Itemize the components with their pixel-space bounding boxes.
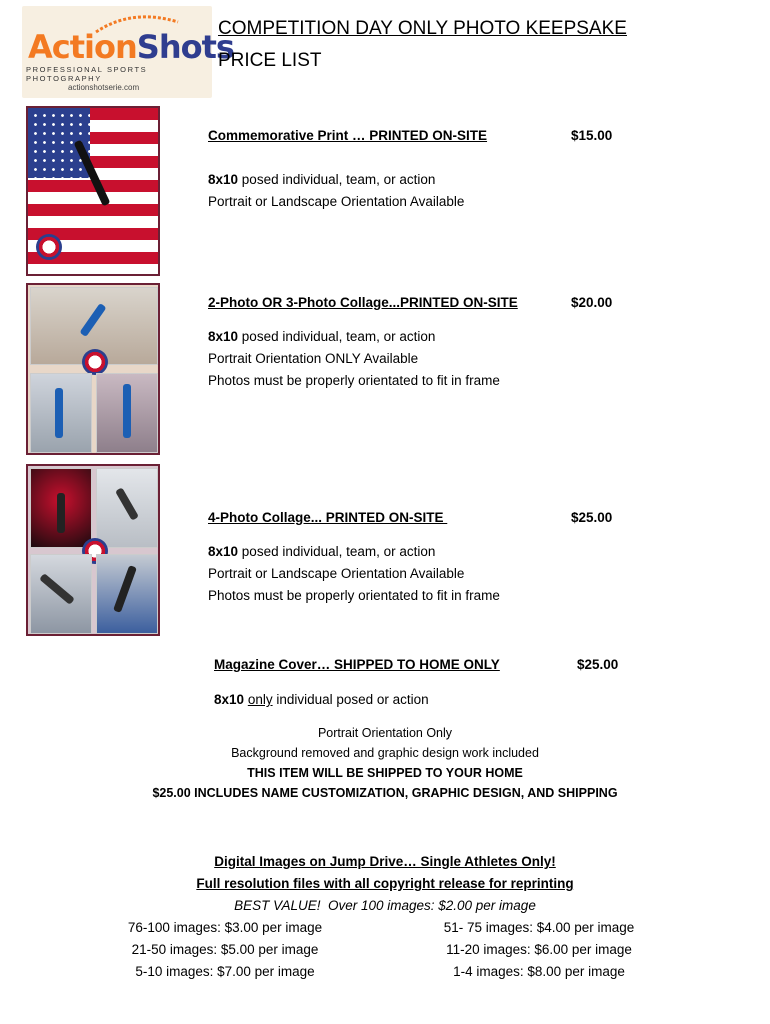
collage-photo-bottom-left [30,373,92,453]
product-price: $25.00 [571,510,613,525]
logo-brand-shots: Shots [136,28,234,66]
magazine-detail-line: Portrait Orientation Only [317,726,453,740]
size-rest: individual posed or action [272,692,429,707]
size-only: only [247,692,273,707]
gymnast-figure [113,565,137,613]
size-bold: 8x10 [208,329,239,344]
commemorative-print-photo [26,106,160,276]
size-rest: posed individual, team, or action [238,172,436,187]
magazine-size-line [214,692,429,707]
collage-photo-1 [30,468,92,548]
collage-photo-4 [96,554,158,634]
gymnast-figure [115,487,139,520]
product-price: $20.00 [571,295,613,310]
logo-brand [28,28,234,66]
product-detail-line: Portrait Orientation ONLY Available [208,351,419,366]
product-size-line [208,544,435,559]
magazine-detail-line: Background removed and graphic design work included [231,746,539,760]
digital-best-value: BEST VALUE! Over 100 images: $2.00 per image [234,898,536,913]
event-badge-icon [82,349,108,375]
logo-tagline: PROFESSIONAL SPORTS PHOTOGRAPHY [26,65,148,83]
product-detail-line: Portrait or Landscape Orientation Available [208,566,465,581]
digital-price-tier: 21-50 images: $5.00 per image [131,942,319,957]
page-subtitle: PRICE LIST [218,50,322,71]
size-rest: posed individual, team, or action [238,544,436,559]
product-price: $15.00 [571,128,613,143]
magazine-detail-line: $25.00 INCLUDES NAME CUSTOMIZATION, GRAPHIC DESIGN, AND SHIPPING [152,786,618,800]
logo-brand-action: Action [28,28,137,66]
size-rest: posed individual, team, or action [238,329,436,344]
product-name: Commemorative Print … PRINTED ON-SITE [208,128,488,143]
product-size-line [208,329,435,344]
digital-price-tier: 51- 75 images: $4.00 per image [443,920,635,935]
product-name: 4-Photo Collage... PRINTED ON-SITE [208,510,448,525]
gymnast-figure [55,388,63,438]
magazine-price: $25.00 [577,657,619,672]
product-detail-line: Portrait or Landscape Orientation Available [208,194,465,209]
collage-photo-2 [96,468,158,548]
digital-price-tier: 11-20 images: $6.00 per image [446,942,632,957]
digital-price-tier: 5-10 images: $7.00 per image [135,964,315,979]
product-size-line [208,172,435,187]
page-title: COMPETITION DAY ONLY PHOTO KEEPSAKE [218,18,627,39]
magazine-name: Magazine Cover… SHIPPED TO HOME ONLY [214,657,500,672]
gymnast-figure [57,493,65,533]
digital-title: Digital Images on Jump Drive… Single Athletes Only! [214,854,556,869]
gymnast-figure [39,573,75,605]
gymnast-figure [123,384,131,438]
product-detail-line: Photos must be properly orientated to fit in frame [208,373,500,388]
digital-subtitle: Full resolution files with all copyright release for reprinting [196,876,574,891]
size-bold: 8x10 [208,544,239,559]
product-detail-line: Photos must be properly orientated to fit in frame [208,588,500,603]
size-bold: 8x10 [208,172,239,187]
magazine-detail-line: THIS ITEM WILL BE SHIPPED TO YOUR HOME [247,766,523,780]
four-photo-collage [26,464,160,636]
product-name: 2-Photo OR 3-Photo Collage...PRINTED ON-SITE [208,295,518,310]
event-badge-icon [36,234,62,260]
size-bold: 8x10 [214,692,245,707]
gymnast-figure [79,303,106,337]
logo-website: actionshotserie.com [68,83,140,92]
collage-photo-bottom-right [96,373,158,453]
collage-photo-3 [30,554,92,634]
three-photo-collage [26,283,160,455]
digital-price-tier: 76-100 images: $3.00 per image [127,920,323,935]
actionshots-logo [22,6,234,98]
digital-price-tier: 1-4 images: $8.00 per image [453,964,625,979]
